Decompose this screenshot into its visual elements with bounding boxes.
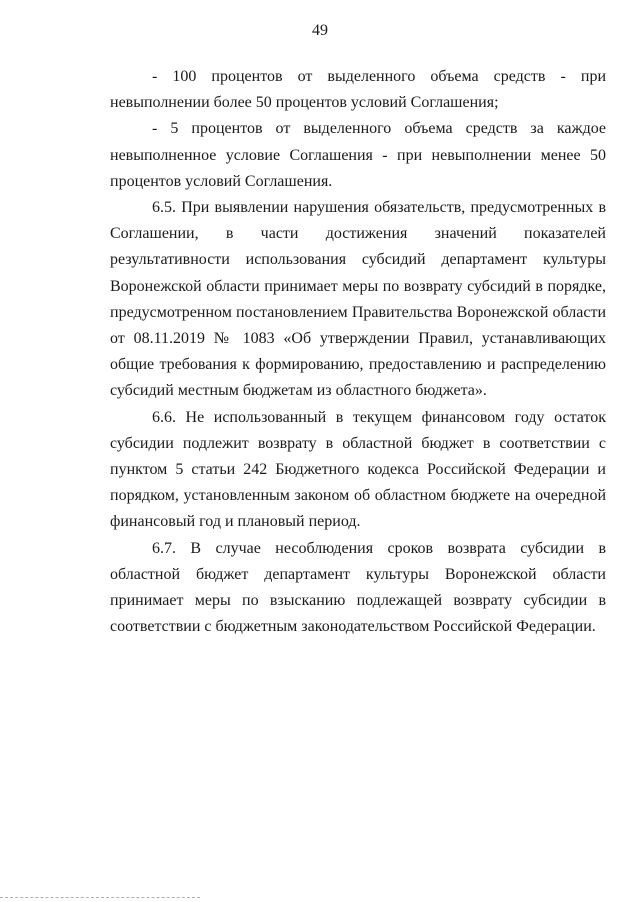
paragraph-6-5: 6.5. При выявлении нарушения обязательств, предусмотренных в Соглашении, в части достижения значений показателей результативности использования субсидий департамент культуры Воронежской области принимает меры по возврату субсидий в порядке, предусмотренном постановлением Правительства Воронежской области от 08.11.2019 № 1083 «Об утверждении Правил, устанавливающих общие требования к формированию, предоставлению и распределению субсидий местным бюджетам из областного бюджета».: [110, 199, 606, 400]
paragraph-6-6: 6.6. Не использованный в текущем финансовом году остаток субсидии подлежит возврату в областной бюджет в соответствии с пунктом 5 статьи 242 Бюджетного кодекса Российской Федерации и порядком, установленным законом об областном бюджете на очередной финансовый год и плановый период.: [110, 408, 606, 531]
footer-divider: [0, 897, 200, 898]
paragraph-penalty-5: - 5 процентов от выделенного объема средств за каждое невыполненное условие Соглашения - при невыполнении менее 50 процентов условий Соглашения.: [110, 120, 606, 190]
paragraph-penalty-100: - 100 процентов от выделенного объема средств - при невыполнении более 50 процентов условий Соглашения;: [110, 68, 606, 112]
page-number: 49: [312, 22, 328, 39]
document-body: [110, 64, 606, 640]
paragraph-6-7: 6.7. В случае несоблюдения сроков возврата субсидии в областной бюджет департамент культуры Воронежской области принимает меры по взысканию подлежащей возврату субсидии в соответствии с бюджетным законодательством Российской Федерации.: [110, 539, 606, 636]
